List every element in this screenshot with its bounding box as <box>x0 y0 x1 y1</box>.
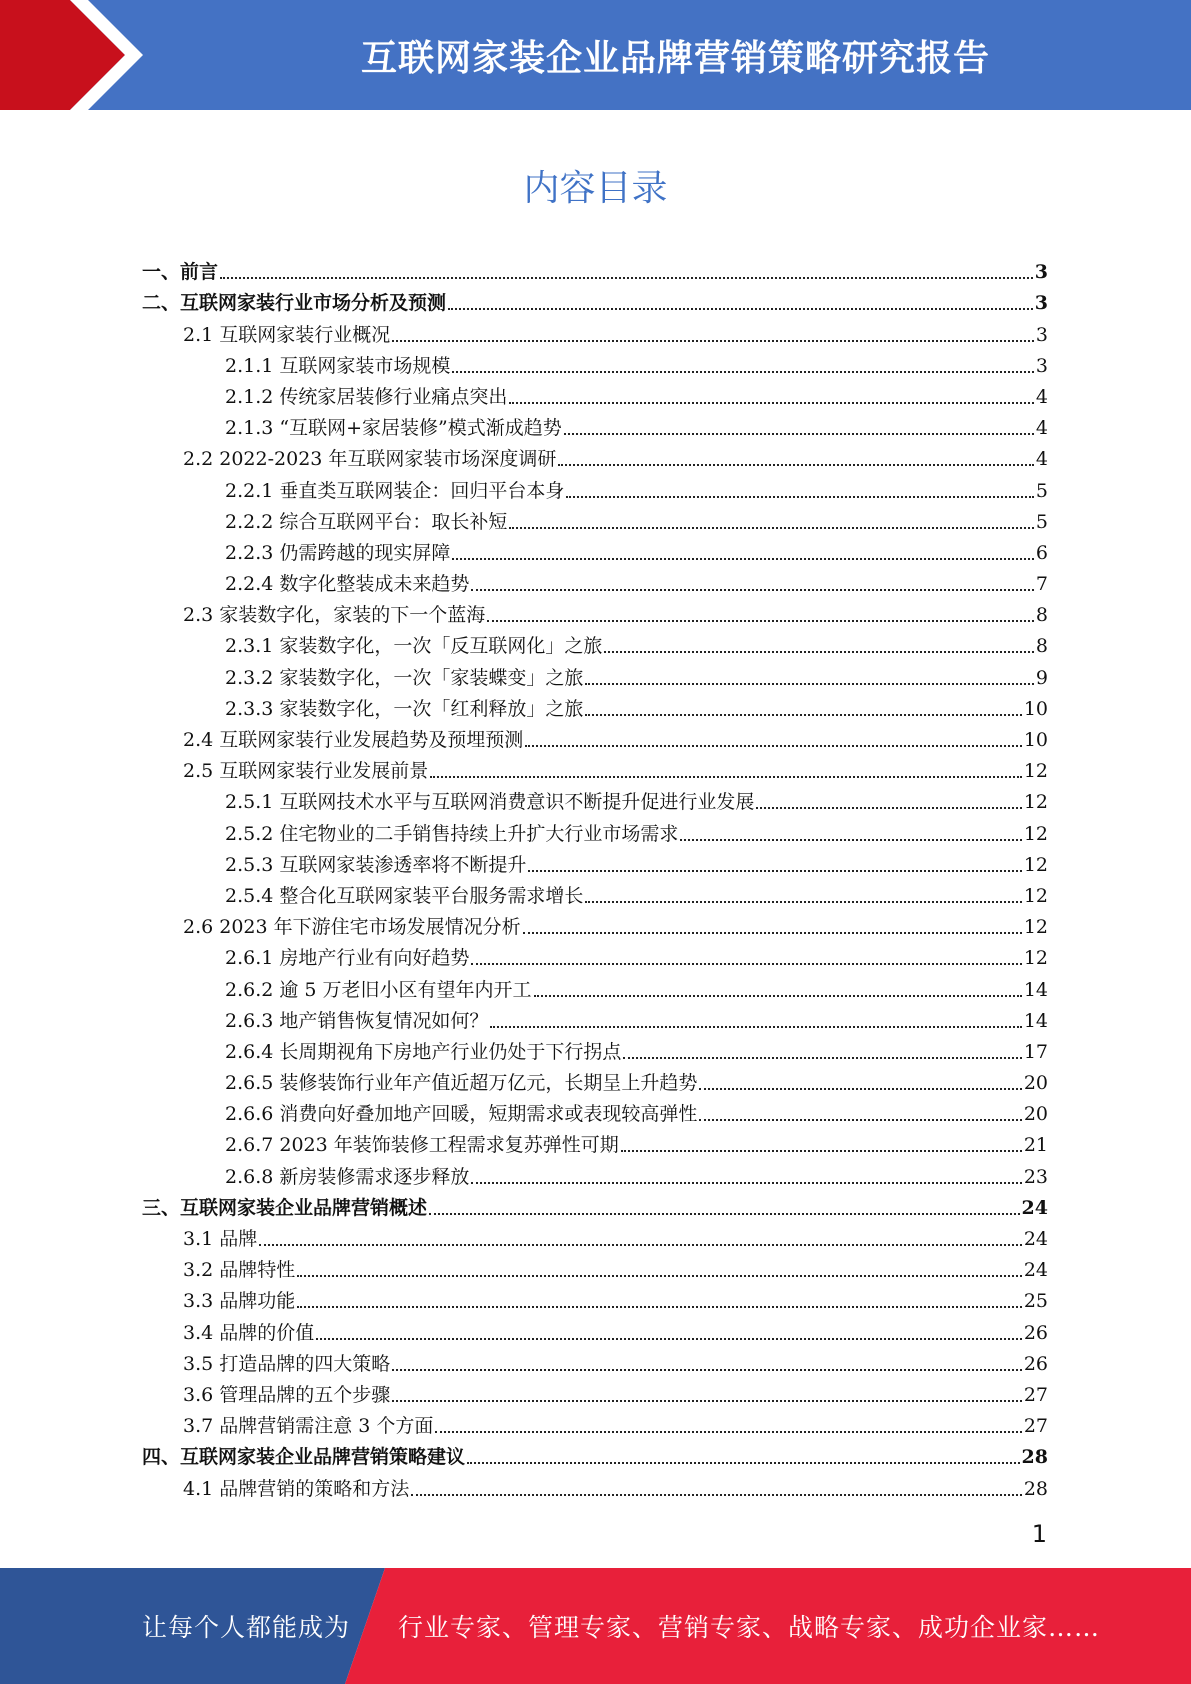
toc-entry-label: 2.5.3 互联网家装渗透率将不断提升 <box>225 853 527 876</box>
toc-dot-leader <box>467 1461 1020 1464</box>
toc-entry[interactable] <box>142 752 1048 783</box>
toc-entry[interactable] <box>142 1095 1048 1126</box>
toc-dot-leader <box>604 650 1034 653</box>
toc-entry[interactable] <box>142 658 1048 689</box>
toc-entry-label: 3.7 品牌营销需注意 3 个方面 <box>183 1415 434 1438</box>
toc-dot-leader <box>392 1368 1022 1371</box>
toc-entry[interactable] <box>142 1033 1048 1064</box>
toc-entry-label: 3.4 品牌的价值 <box>183 1321 315 1344</box>
toc-entry-label: 2.2.3 仍需跨越的现实屏障 <box>225 541 451 564</box>
toc-dot-leader <box>392 339 1034 342</box>
toc-entry-page: 24 <box>1023 1228 1048 1250</box>
toc-entry-label: 2.1.2 传统家居装修行业痛点突出 <box>225 385 508 408</box>
toc-dot-leader <box>452 370 1034 373</box>
table-of-contents <box>142 253 1048 1501</box>
toc-entry-page: 8 <box>1035 604 1048 627</box>
toc-dot-leader <box>392 1399 1022 1402</box>
toc-entry-page: 12 <box>1023 853 1048 876</box>
toc-entry-page: 3 <box>1034 292 1048 315</box>
toc-dot-leader <box>471 588 1034 591</box>
footer-slogan-left: 让每个人都能成为 <box>142 1613 351 1642</box>
toc-entry-page: 5 <box>1035 479 1048 502</box>
toc-dot-leader <box>297 1274 1022 1277</box>
toc-entry[interactable] <box>142 1313 1048 1344</box>
toc-dot-leader <box>699 1118 1021 1121</box>
toc-dot-leader <box>471 962 1021 965</box>
toc-entry[interactable] <box>142 1376 1048 1407</box>
toc-entry-page: 25 <box>1023 1290 1048 1313</box>
toc-entry-page: 24 <box>1021 1196 1048 1219</box>
toc-entry[interactable] <box>142 440 1048 471</box>
toc-entry[interactable] <box>142 347 1048 378</box>
toc-entry[interactable] <box>142 1282 1048 1313</box>
toc-entry[interactable] <box>142 1189 1048 1220</box>
toc-entry-label: 2.6.4 长周期视角下房地产行业仍处于下行拐点 <box>225 1040 622 1063</box>
toc-entry-label: 3.5 打造品牌的四大策略 <box>183 1352 391 1375</box>
toc-entry-label: 2.6.6 消费向好叠加地产回暖，短期需求或表现较高弹性 <box>225 1103 698 1126</box>
toc-entry-page: 28 <box>1021 1446 1048 1469</box>
toc-entry-page: 12 <box>1023 791 1048 814</box>
toc-entry-label: 2.1.3 “互联网+家居装修”模式渐成趋势 <box>225 417 562 440</box>
toc-entry[interactable] <box>142 284 1048 315</box>
toc-entry-label: 2.6.2 逾 5 万老旧小区有望年内开工 <box>225 978 532 1001</box>
toc-dot-leader <box>558 463 1033 466</box>
toc-entry-label: 3.2 品牌特性 <box>183 1259 296 1282</box>
toc-entry[interactable] <box>142 1469 1048 1500</box>
toc-dot-leader <box>448 307 1033 310</box>
toc-entry[interactable] <box>142 877 1048 908</box>
toc-entry-page: 3 <box>1034 261 1048 284</box>
toc-dot-leader <box>487 619 1034 622</box>
toc-dot-leader <box>585 900 1021 903</box>
toc-entry-label: 4.1 品牌营销的策略和方法 <box>183 1477 410 1500</box>
toc-entry[interactable] <box>142 690 1048 721</box>
toc-entry[interactable] <box>142 471 1048 502</box>
toc-entry-page: 10 <box>1023 729 1048 751</box>
toc-entry-label: 3.6 管理品牌的五个步骤 <box>183 1383 391 1406</box>
toc-entry[interactable] <box>142 409 1048 440</box>
toc-entry[interactable] <box>142 596 1048 627</box>
toc-dot-leader <box>528 869 1021 872</box>
toc-entry-label: 四、互联网家装企业品牌营销策略建议 <box>142 1446 466 1469</box>
toc-entry[interactable] <box>142 783 1048 814</box>
toc-entry-page: 23 <box>1023 1165 1048 1188</box>
header-arrow-decoration <box>0 0 160 110</box>
toc-entry-page: 24 <box>1023 1259 1048 1282</box>
toc-dot-leader <box>411 1493 1022 1496</box>
toc-entry-label: 2.6.8 新房装修需求逐步释放 <box>225 1165 470 1188</box>
toc-entry[interactable] <box>142 503 1048 534</box>
toc-entry-page: 4 <box>1035 448 1048 471</box>
toc-entry-label: 2.2 2022-2023 年互联网家装市场深度调研 <box>183 448 557 471</box>
toc-entry[interactable] <box>142 565 1048 596</box>
toc-entry-label: 2.2.4 数字化整装成未来趋势 <box>225 573 470 596</box>
toc-dot-leader <box>316 1337 1022 1340</box>
toc-entry-label: 2.6.7 2023 年装饰装修工程需求复苏弹性可期 <box>225 1134 619 1157</box>
toc-entry[interactable] <box>142 253 1048 284</box>
toc-entry[interactable] <box>142 721 1048 752</box>
toc-heading: 内容目录 <box>523 168 668 209</box>
toc-dot-leader <box>585 682 1034 685</box>
toc-entry-label: 2.2.2 综合互联网平台：取长补短 <box>225 510 508 533</box>
toc-dot-leader <box>452 557 1034 560</box>
report-title: 互联网家装企业品牌营销策略研究报告 <box>360 37 990 79</box>
toc-entry-page: 28 <box>1023 1477 1048 1500</box>
toc-entry-label: 2.6.1 房地产行业有向好趋势 <box>225 947 470 970</box>
toc-entry-label: 2.3.3 家装数字化，一次「红利释放」之旅 <box>225 697 584 720</box>
toc-dot-leader <box>509 401 1034 404</box>
toc-entry[interactable] <box>142 1251 1048 1282</box>
toc-entry-page: 4 <box>1035 417 1048 440</box>
toc-dot-leader <box>430 775 1022 778</box>
toc-entry-label: 2.5.1 互联网技术水平与互联网消费意识不断提升促进行业发展 <box>225 791 755 814</box>
toc-dot-leader <box>525 744 1022 747</box>
toc-entry-page: 10 <box>1023 697 1048 720</box>
toc-entry-page: 3 <box>1035 323 1048 346</box>
toc-entry-page: 12 <box>1023 822 1048 845</box>
report-header <box>0 0 1191 110</box>
toc-dot-leader <box>220 276 1033 279</box>
toc-entry-page: 12 <box>1023 947 1048 970</box>
toc-entry-label: 2.6.3 地产销售恢复情况如何？ <box>225 1009 489 1032</box>
toc-entry-label: 2.4 互联网家装行业发展趋势及预埋预测 <box>183 729 524 751</box>
toc-entry[interactable] <box>142 908 1048 939</box>
toc-entry[interactable] <box>142 1157 1048 1188</box>
toc-entry-page: 9 <box>1035 666 1048 689</box>
toc-entry-label: 2.5.2 住宅物业的二手销售持续上升扩大行业市场需求 <box>225 822 679 845</box>
toc-dot-leader <box>566 495 1034 498</box>
toc-entry-page: 7 <box>1035 573 1048 596</box>
toc-entry[interactable] <box>142 378 1048 409</box>
toc-dot-leader <box>623 1056 1021 1059</box>
toc-entry[interactable] <box>142 939 1048 970</box>
toc-entry-label: 2.5.4 整合化互联网家装平台服务需求增长 <box>225 884 584 907</box>
toc-entry-page: 20 <box>1023 1103 1048 1126</box>
toc-entry-page: 4 <box>1035 385 1048 408</box>
toc-dot-leader <box>534 994 1022 997</box>
toc-entry-page: 17 <box>1023 1040 1048 1063</box>
toc-dot-leader <box>509 526 1034 529</box>
toc-entry-page: 27 <box>1023 1383 1048 1406</box>
toc-dot-leader <box>756 806 1021 809</box>
toc-dot-leader <box>680 838 1021 841</box>
toc-entry-page: 27 <box>1023 1415 1048 1438</box>
toc-entry-page: 8 <box>1035 635 1048 658</box>
toc-entry-label: 3.3 品牌功能 <box>183 1290 296 1313</box>
toc-dot-leader <box>429 1212 1020 1215</box>
toc-dot-leader <box>699 1087 1021 1090</box>
page-number: 1 <box>1031 1520 1047 1548</box>
toc-entry-page: 12 <box>1023 916 1048 939</box>
toc-entry-label: 2.1.1 互联网家装市场规模 <box>225 354 451 377</box>
toc-entry[interactable] <box>142 1064 1048 1095</box>
toc-entry[interactable] <box>142 846 1048 877</box>
toc-entry[interactable] <box>142 814 1048 845</box>
report-footer <box>0 1568 1191 1684</box>
toc-dot-leader <box>297 1305 1022 1308</box>
toc-entry-page: 6 <box>1035 541 1048 564</box>
toc-dot-leader <box>585 713 1021 716</box>
toc-entry-label: 2.5 互联网家装行业发展前景 <box>183 760 429 783</box>
toc-entry-label: 三、互联网家装企业品牌营销概述 <box>142 1196 428 1219</box>
toc-entry[interactable] <box>142 1002 1048 1033</box>
toc-dot-leader <box>435 1430 1021 1433</box>
toc-dot-leader <box>523 931 1022 934</box>
toc-entry-page: 3 <box>1035 354 1048 377</box>
toc-dot-leader <box>564 432 1034 435</box>
toc-entry-label: 2.1 互联网家装行业概况 <box>183 323 391 346</box>
toc-entry-page: 12 <box>1023 760 1048 783</box>
toc-entry[interactable] <box>142 1126 1048 1157</box>
toc-entry-label: 2.3 家装数字化，家装的下一个蓝海 <box>183 604 486 627</box>
toc-entry-label: 2.2.1 垂直类互联网装企：回归平台本身 <box>225 479 565 502</box>
toc-entry[interactable] <box>142 534 1048 565</box>
toc-entry-page: 20 <box>1023 1072 1048 1095</box>
toc-entry[interactable] <box>142 627 1048 658</box>
toc-entry[interactable] <box>142 970 1048 1001</box>
toc-entry-label: 二、互联网家装行业市场分析及预测 <box>142 292 447 315</box>
toc-entry-page: 21 <box>1023 1134 1048 1157</box>
toc-entry-label: 2.3.2 家装数字化，一次「家装蝶变」之旅 <box>225 666 584 689</box>
toc-dot-leader <box>471 1181 1021 1184</box>
toc-entry[interactable] <box>142 1220 1048 1251</box>
toc-entry-label: 2.6.5 装修装饰行业年产值近超万亿元，长期呈上升趋势 <box>225 1072 698 1095</box>
toc-entry-label: 2.6 2023 年下游住宅市场发展情况分析 <box>183 916 521 939</box>
footer-slogan-right: 行业专家、管理专家、营销专家、战略专家、成功企业家…… <box>398 1613 1101 1642</box>
toc-entry-page: 12 <box>1023 884 1048 907</box>
toc-dot-leader <box>490 1025 1021 1028</box>
toc-entry-label: 3.1 品牌 <box>183 1228 258 1250</box>
toc-entry[interactable] <box>142 1345 1048 1376</box>
toc-entry-page: 14 <box>1023 978 1048 1001</box>
toc-entry-label: 一、前言 <box>142 261 219 284</box>
toc-dot-leader <box>259 1243 1022 1246</box>
toc-entry-page: 14 <box>1023 1009 1048 1032</box>
toc-entry-label: 2.3.1 家装数字化，一次「反互联网化」之旅 <box>225 635 603 658</box>
toc-entry-page: 26 <box>1023 1321 1048 1344</box>
toc-entry[interactable] <box>142 315 1048 346</box>
toc-entry-page: 26 <box>1023 1352 1048 1375</box>
toc-entry[interactable] <box>142 1438 1048 1469</box>
toc-dot-leader <box>621 1149 1022 1152</box>
toc-entry-page: 5 <box>1035 510 1048 533</box>
toc-entry[interactable] <box>142 1407 1048 1438</box>
